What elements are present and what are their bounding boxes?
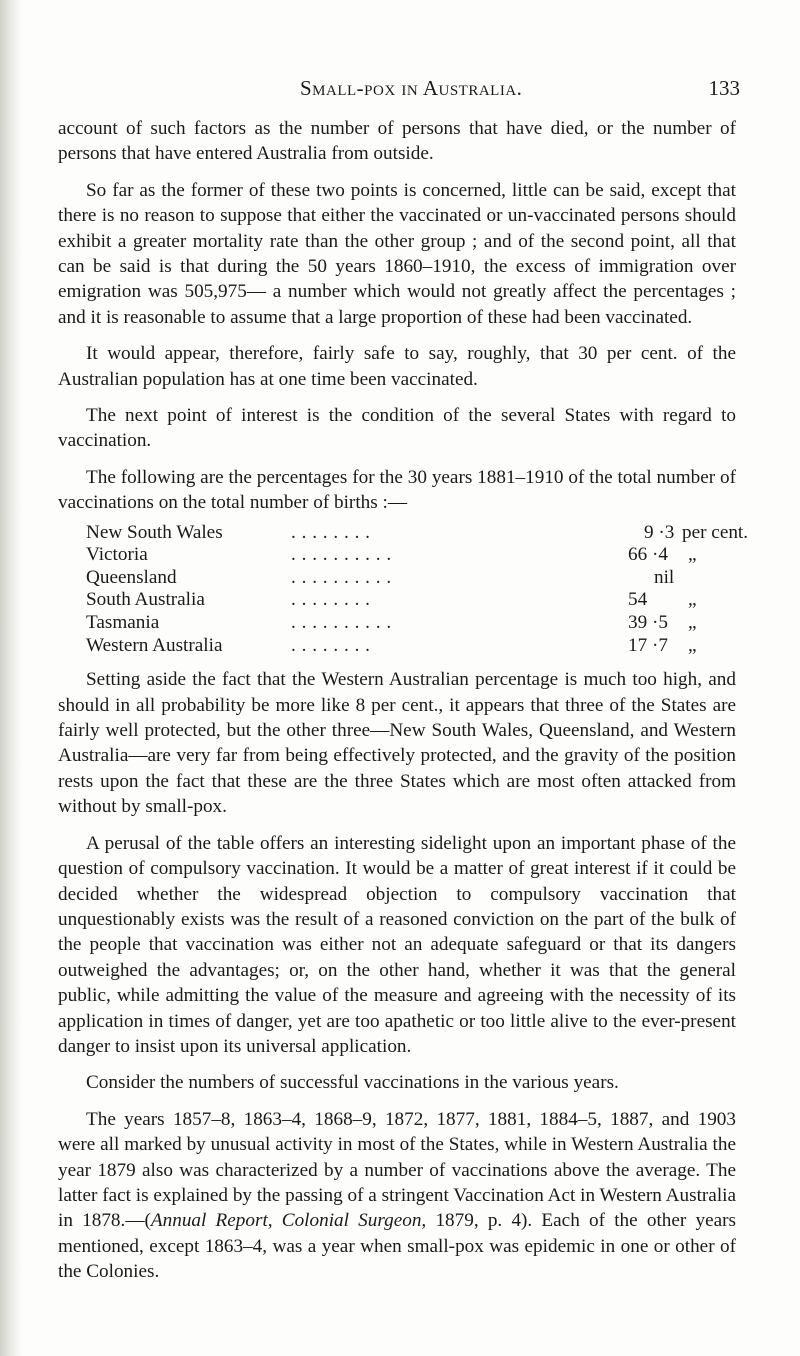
paragraph-setting-aside: Setting aside the fact that the Western Australian percentage is much too high, and should in all probability be more like 8 per cent., it appears that three of the States are fairly well protected, but the other three—New South Wales, Queensland, and Western Australia—are very far from being effectively protected, and the gravity of the position rests upon the fact that these are the three States which are most often attacked from without by small-pox. bbox=[58, 669, 736, 818]
leader-dots: . . . . . . . . bbox=[291, 634, 371, 656]
page-spine-shadow bbox=[0, 0, 22, 1356]
rate-value: nil bbox=[654, 566, 675, 588]
leader-dots: . . . . . . . . . . bbox=[291, 566, 392, 588]
table-row bbox=[86, 612, 736, 635]
body-text bbox=[58, 116, 749, 1296]
paragraph-consider: Consider the numbers of successful vaccinations in the various years. bbox=[86, 1072, 619, 1094]
table-row bbox=[86, 589, 736, 612]
rate-value: 9 ·3 bbox=[644, 521, 675, 543]
rate-unit: „ bbox=[688, 589, 697, 611]
rate-value: 54 bbox=[628, 589, 648, 611]
table-row bbox=[86, 635, 736, 658]
rate-value: 66 ·4 bbox=[628, 544, 668, 566]
paragraph-thirty-percent: It would appear, therefore, fairly safe to say, roughly, that 30 per cent. of the Australian population has at one time been vaccinated. bbox=[58, 343, 736, 390]
table-row bbox=[86, 544, 736, 567]
rate-value: 39 ·5 bbox=[628, 612, 668, 634]
state-name: New South Wales bbox=[86, 521, 223, 543]
table-row bbox=[86, 521, 749, 545]
running-head bbox=[0, 76, 800, 106]
state-name: South Australia bbox=[86, 589, 205, 611]
state-name: Tasmania bbox=[86, 612, 160, 634]
rate-unit: per cent. bbox=[682, 521, 749, 543]
rate-value: 17 ·7 bbox=[628, 634, 668, 656]
citation-title: Annual Report, Colonial Surgeon, bbox=[150, 1210, 427, 1232]
page-number: 133 bbox=[708, 76, 740, 100]
rate-unit: „ bbox=[688, 634, 697, 656]
leader-dots: . . . . . . . . . . bbox=[291, 612, 392, 634]
rate-unit: „ bbox=[688, 544, 697, 566]
years-text: The years 1857–8, 1863–4, 1868–9, 1872, 1877, 1881, 1884–5, 1887, and 1903 were all marked by unusual activity in most of the States, while in Western Australia the year 1879 also was characterized by a number of vaccinations above the average. The latter fact is explained by the passing of a stringent Vaccination Act in Western Australia in 1878.—( bbox=[58, 1108, 736, 1232]
vaccination-rates-table bbox=[86, 521, 749, 658]
paragraph-years bbox=[58, 1107, 736, 1285]
rate-unit: „ bbox=[688, 612, 697, 634]
running-title: Small-pox in Australia. bbox=[300, 76, 523, 100]
paragraph-next-point: The next point of interest is the condition of the several States with regard to vaccination. bbox=[58, 405, 736, 452]
paragraph-table-intro: The following are the percentages for the 30 years 1881–1910 of the total number of vaccinations on the total number of births :— bbox=[58, 466, 736, 514]
leader-dots: . . . . . . . . bbox=[291, 521, 371, 543]
table-row bbox=[86, 567, 736, 590]
leader-dots: . . . . . . . . . . bbox=[291, 544, 392, 566]
paragraph-mortality: So far as the former of these two points is concerned, little can be said, except that there is no reason to suppose that either the vaccinated or un-vaccinated persons should exhibit a greater mortality rate than the other group ; and of the second point, all that can be said is that during the 50 years 1860–1910, the excess of immigration over emigration was 505,975— a number which would not greatly affect the percentages ; and it is reasonable to assume that a large proportion of these had been vaccinated. bbox=[58, 179, 736, 328]
paragraph-continuation: account of such factors as the number of persons that have died, or the number of persons that have entered Australia from outside. bbox=[58, 118, 736, 165]
years-text-end: 1879, p. 4). Each of the other years mentioned, except 1863–4, was a year when small-pox was epidemic in one or other of the Colonies. bbox=[58, 1210, 736, 1283]
state-name: Queensland bbox=[86, 566, 177, 588]
paragraph-perusal: A perusal of the table offers an interesting sidelight upon an important phase of the question of compulsory vaccination. It would be a matter of great interest if it could be decided whether the widespread objection to compulsory vaccination that unquestionably exists was the result of a reasoned conviction on the part of the bulk of the people that vaccination was either not an adequate safeguard or that its dangers outweighed the advantages; or, on the other hand, whether it was that the general public, while admitting the value of the measure and agreeing with the necessity of its application in times of danger, yet are too apathetic or too little alive to the ever-present danger to insist upon its universal application. bbox=[58, 832, 736, 1057]
state-name: Victoria bbox=[86, 544, 148, 566]
leader-dots: . . . . . . . . bbox=[291, 589, 371, 611]
state-name: Western Australia bbox=[86, 634, 223, 656]
